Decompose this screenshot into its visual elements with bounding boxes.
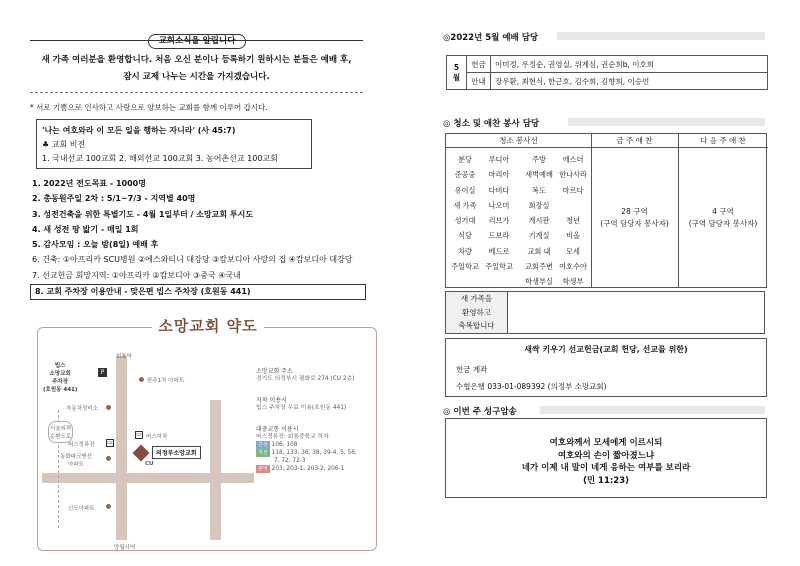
offering-account-label: 헌금 계좌 [456,365,488,374]
offering-account: 수협은행 033-01-089392 (의정부 소망교회) [456,382,607,391]
road-horizontal [42,473,254,483]
announcement-item: 5. 감사모임 : 오늘 밤(8일) 예배 후 [32,240,159,250]
announcement-item: 1. 2022년 전도목표 - 1000명 [32,179,146,188]
car-marker [106,405,111,410]
church-name-label: 의정부소망교회 [152,446,201,459]
clean-area-col: 주방 새벽예배 복도 회장실 게시판 기계실 교회 내 교회주변 학생부실 [525,155,553,287]
announcement-item: 2. 총동원주일 2차 : 5/1~7/3 - 지역별 40명 [32,194,196,204]
welcome-line-1: 새 가족 여러분을 환영합니다. 처음 오신 분이나 등록하기 원하시는 분들은 예배 후, [41,55,352,65]
car-heading: 자차 이용시 [256,397,287,404]
apt-marker [106,456,111,461]
offering-title: 새싹 키우기 선교헌금(교회 헌당, 선교를 위한) [524,345,688,354]
verse-line: 여호와께서 모세에게 이르시되 [549,438,663,448]
apt3-label: 신도아파트 [68,506,95,512]
apt-marker [139,377,144,382]
address-heading: 소망교회 주소 [256,368,293,375]
announcement-item: 3. 성전건축을 위한 특별기도 - 4월 1일부터 / 소망교회 투시도 [32,209,254,219]
announcement-item: 7. 선교헌금 회망지역: ①아프리카 ②캄보디아 ③중국 ④국내 [32,270,241,280]
bus-text: 버스정류장: 회룡중학교 하차 [256,434,329,440]
clean-col-head: 청소 봉사선 [446,134,591,148]
car-shop-label: 자동차정비소 [66,406,98,412]
bus-icon: ▭ [107,439,113,446]
vision-verse: '나는 여호와라 이 모든 일을 행하는 자니라' (사 45:7) [42,126,236,135]
table-row [447,73,768,90]
car-text: 빕스 주차장 무료 이용(호원동 441) [256,405,347,411]
worship-role: 헌금 [467,56,491,73]
next-week-cell: 4 구역 (구역 담당자 봉사자) [688,207,758,228]
busstop-label: 버스정류장 [68,442,95,448]
address-text: 경기도 의정부시 평화로 274 (CU 2층) [256,376,355,382]
clean-team-col: 루디아 마리아 다비다 나오미 리브가 드보라 베드로 주일학교 [485,155,513,272]
apt1-label: 한주1차 아파트 [147,378,185,384]
verse-line: 네가 이제 내 말이 네게 응하는 여부를 보리라 [521,463,691,473]
worship-month: 5월 [447,56,467,90]
divider [30,92,363,93]
news-title: 교회소식을 알립니다 [148,34,246,49]
new-family-box [445,291,765,334]
worship-names: 이미정, 우정순, 권영실, 위계심, 권순희b, 이호희 [491,56,768,73]
station-top-label: 회룡역 [116,354,132,360]
this-week-cell: 28 구역 (구역 담당자 봉사자) [600,207,669,228]
church-icon [133,445,150,462]
worship-heading: ◎2022년 5월 예배 담당 [443,33,539,43]
offering-box [445,338,767,397]
side-road-vertical [210,400,221,540]
announcement-item: 4. 새 성전 땅 밟기 - 매일 1회 [32,224,139,234]
main-road-vertical [116,356,127,540]
clean-heading: ◎ 청소 및 애찬 봉사 담당 [443,119,540,129]
verse-heading: ◎ 이번 주 성구암송 [443,407,517,417]
clean-team-col: 에스더 한나사라 마르다 청년 비올 모세 여호수아 학생부 [559,155,587,287]
new-family-label: 새 가족을 환영하고 축복합니다 [446,292,508,333]
bus-line-3: 7, 72, 72-3 [274,458,306,464]
map-info [256,366,376,473]
heading-bar [568,118,765,126]
bus-icon: ▭ [136,431,142,438]
map-title: 소망교회 약도 [38,315,378,336]
station-bottom-label: 망월사역 [114,545,136,551]
bus-badge: 간선 [258,442,268,448]
vision-items: 1. 국내선교 100교회 2. 해외선교 100교회 3. 농어촌선교 100교회 [42,154,278,163]
bus-badge: 광역 [258,466,268,472]
bus-line-1: 간선 106, 108 [258,442,298,448]
bus-line-2: 지선 118, 133, 36, 38, 39-4, 5, 56, [258,450,357,456]
parking-icon: P [98,368,107,377]
table-row [447,56,768,73]
bus-heading: 대중교통 이용시 [256,426,299,433]
apt-marker [106,504,111,509]
church-map [37,317,377,551]
apt2-label: 동화파크맨션 아파트 [60,454,92,468]
ring-road-label: 서울외곽 순환도로 [48,421,73,443]
cleaning-table [445,133,767,288]
heading-bar [540,406,765,414]
this-week-head: 금 주 애 찬 [591,134,678,148]
bus-line-4: 광역 203, 203-1, 203-2, 206-1 [258,466,345,472]
memory-verse-box [445,418,767,498]
worship-names: 장우환, 최현식, 한근호, 김수희, 김향희, 이승언 [491,73,768,90]
worship-role: 안내 [467,73,491,90]
welcome-message [30,52,363,86]
announcement-list [32,176,372,283]
verse-line: 여호와의 손이 짧아졌느냐 [557,450,655,461]
vips-parking-label: 빕스 소망교회 주차장 (호원동 441) [43,363,78,393]
heading-bar [557,32,765,40]
next-week-head: 다 음 주 애 찬 [678,134,768,148]
greeting-note: * 서로 기쁨으로 인사하고 사랑으로 양보하는 교회를 함께 이루어 갑시다. [30,103,268,112]
clean-area-col: 분당 준공중 유이실 새 가족 성기대 식당 차량 주일학교 [451,155,479,272]
welcome-line-2: 잠시 교제 나누는 시간을 가지겠습니다. [123,72,270,82]
bus-drop-label: 버스하차 [146,434,168,440]
cu-label: CU [145,461,154,467]
verse-ref: (민 11:23) [583,475,629,486]
bus-badge: 지선 [258,450,268,456]
announcement-item: 6. 건축: ①아프리카 SCU병원 ②에스와티니 대강당 ③캄보디아 사랑의 집 ④캄보디아 대강당 [32,255,353,265]
worship-table [446,55,768,90]
vision-box [36,119,312,169]
parking-notice: 8. 교회 주차장 이용안내 - 맞은편 빕스 주차장 (호원동 441) [30,284,366,300]
vision-title: ♣ 교회 비전 [42,140,86,149]
